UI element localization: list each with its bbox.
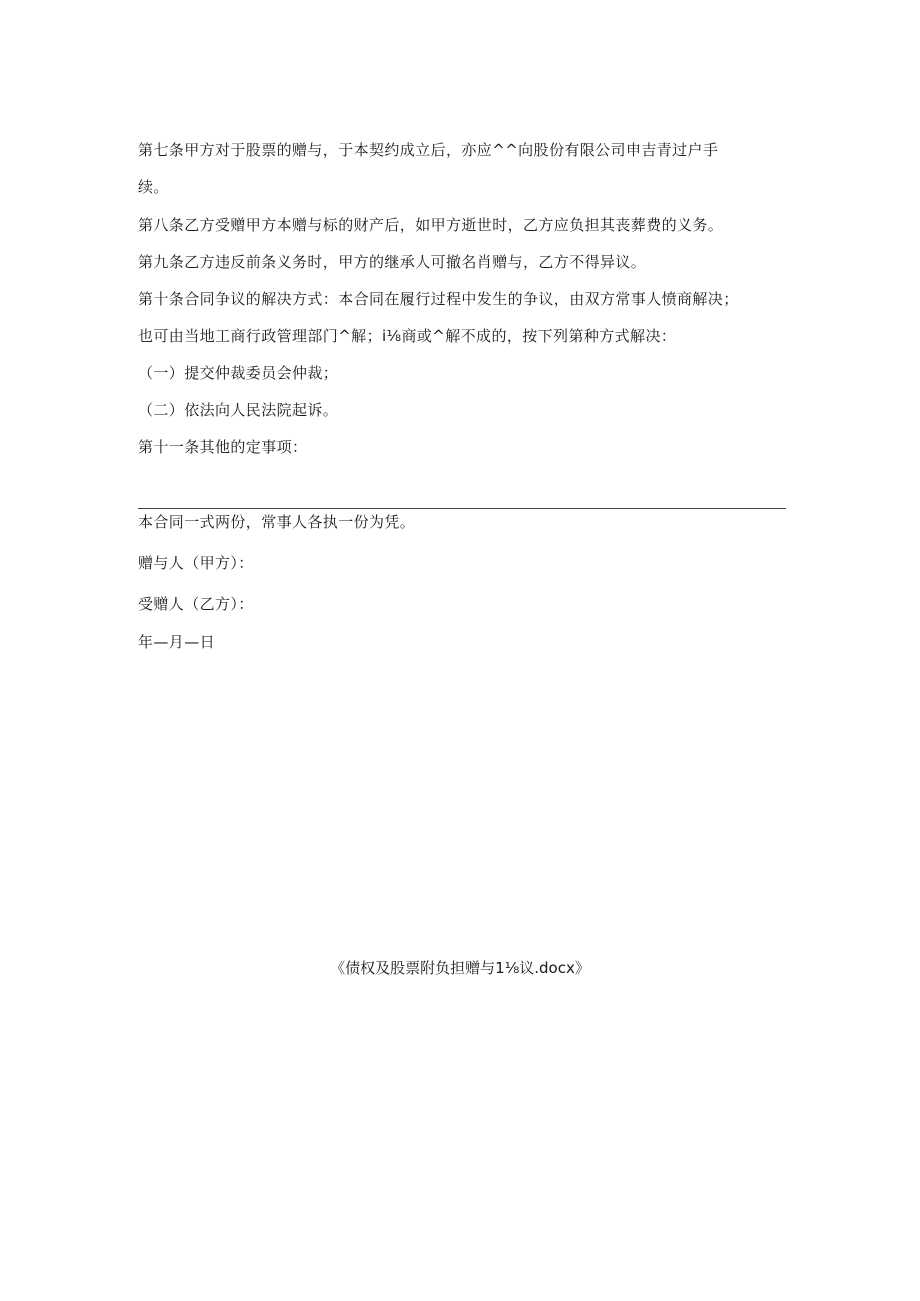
date-line: 年—月—日 — [138, 633, 216, 651]
clause-8: 第八条乙方受赠甲方本赠与标的财产后，如甲方逝世时，乙方应负担其丧葬费的义务。 — [138, 216, 724, 234]
clause-7-line-2: 续。 — [138, 178, 169, 196]
document-filename: 《债权及股票附负担赠与1⅛议.docx》 — [330, 959, 590, 977]
clause-7-line-1: 第七条甲方对于股票的赠与，于本契约成立后，亦应^^向股份有限公司申吉青过户手 — [138, 141, 719, 159]
donor-signature-label: 赠与人（甲方）： — [138, 554, 254, 572]
clause-10-line-1: 第十条合同争议的解决方式：本合同在履行过程中发生的争议，由双方常事人愤商解决； — [138, 290, 739, 308]
donee-signature-label: 受赠人（乙方）： — [138, 595, 254, 613]
copies-statement: 本合同一式两份，常事人各执一份为凭。 — [138, 513, 416, 531]
clause-11: 第十一条其他的定事项： — [138, 438, 308, 456]
dispute-option-2: （二）依法向人民法院起诉。 — [138, 401, 339, 419]
blank-fill-line — [138, 508, 786, 509]
clause-9: 第九条乙方违反前条义务时，甲方的继承人可撤名肖赠与，乙方不得异议。 — [138, 253, 647, 271]
dispute-option-1: （一）提交仲裁委员会仲裁； — [138, 364, 339, 382]
clause-10-line-2: 也可由当地工商行政管理部门^解；i⅛商或^解不成的，按下列第种方式解决： — [138, 327, 677, 345]
